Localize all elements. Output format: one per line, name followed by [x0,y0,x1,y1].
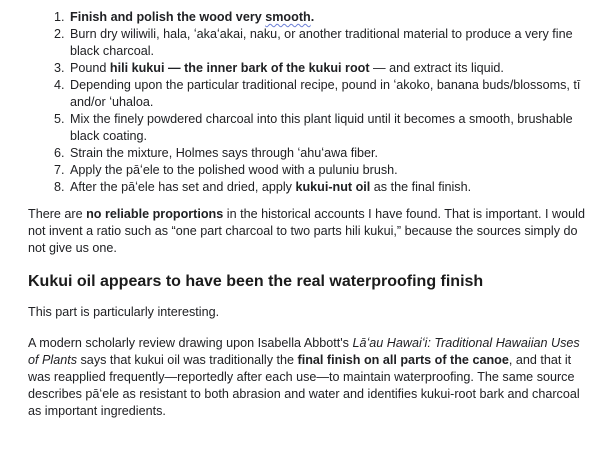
step-text: Depending upon the particular traditional recipe, pound in ʻakoko, banana buds/blossoms, tī and/or ʻuhaloa. [70,78,581,109]
book-title: Lāʻau Hawaiʻi: Traditional Hawaiian Uses of Plants [28,336,580,367]
list-item [68,162,588,179]
intro-paragraph: This part is particularly interesting. [28,305,220,319]
paragraph-text: , and that it was reapplied frequently—reportedly after each use—to maintain waterproofing. The same source describes pāʻele as resistant to both abrasion and water and identifies kukui-root bark and charcoal as important ingredients. [28,353,580,418]
list-item [68,179,588,196]
step-text: Pound [70,61,110,75]
step-text: After the pāʻele has set and dried, apply [70,180,296,194]
section-heading: Kukui oil appears to have been the real waterproofing finish [28,273,484,290]
step-bold-text: hili kukui — the inner bark of the kukui root [109,61,370,75]
step-text: Burn dry wiliwili, hala, ʻakaʻakai, naku, or another traditional material to produce a very fine black charcoal. [70,27,573,58]
step-bold-text: . [310,10,315,24]
paragraph-text: says that kukui oil was traditionally the [77,353,298,367]
review-paragraph [28,335,588,420]
spellcheck-word[interactable]: smooth [265,10,311,24]
step-bold-text: Finish and polish the wood very [70,10,266,24]
list-item [68,77,588,111]
paragraph-text: There are [28,207,87,221]
list-item [68,111,588,145]
list-item [68,26,588,60]
proportions-paragraph [28,206,588,257]
steps-list [28,9,588,196]
list-item [68,9,588,26]
step-text: Apply the pāʻele to the polished wood with a puluniu brush. [70,163,398,177]
paragraph-bold-text: no reliable proportions [86,207,224,221]
step-text: Mix the finely powdered charcoal into this plant liquid until it becomes a smooth, brushable black coating. [70,112,573,143]
paragraph-bold-text: final finish on all parts of the canoe [297,353,509,367]
step-bold-text: kukui-nut oil [295,180,371,194]
paragraph-text: in the historical accounts I have found. That is important. I would not invent a ratio such as “one part charcoal to two parts hili kukui,” because the sources simply do not give us one. [28,207,585,255]
step-text: as the final finish. [370,180,472,194]
step-text: Strain the mixture, Holmes says through ʻahuʻawa fiber. [70,146,378,160]
paragraph-text: A modern scholarly review drawing upon Isabella Abbott's [28,336,353,350]
step-text: — and extract its liquid. [369,61,504,75]
list-item [68,60,588,77]
list-item [68,145,588,162]
